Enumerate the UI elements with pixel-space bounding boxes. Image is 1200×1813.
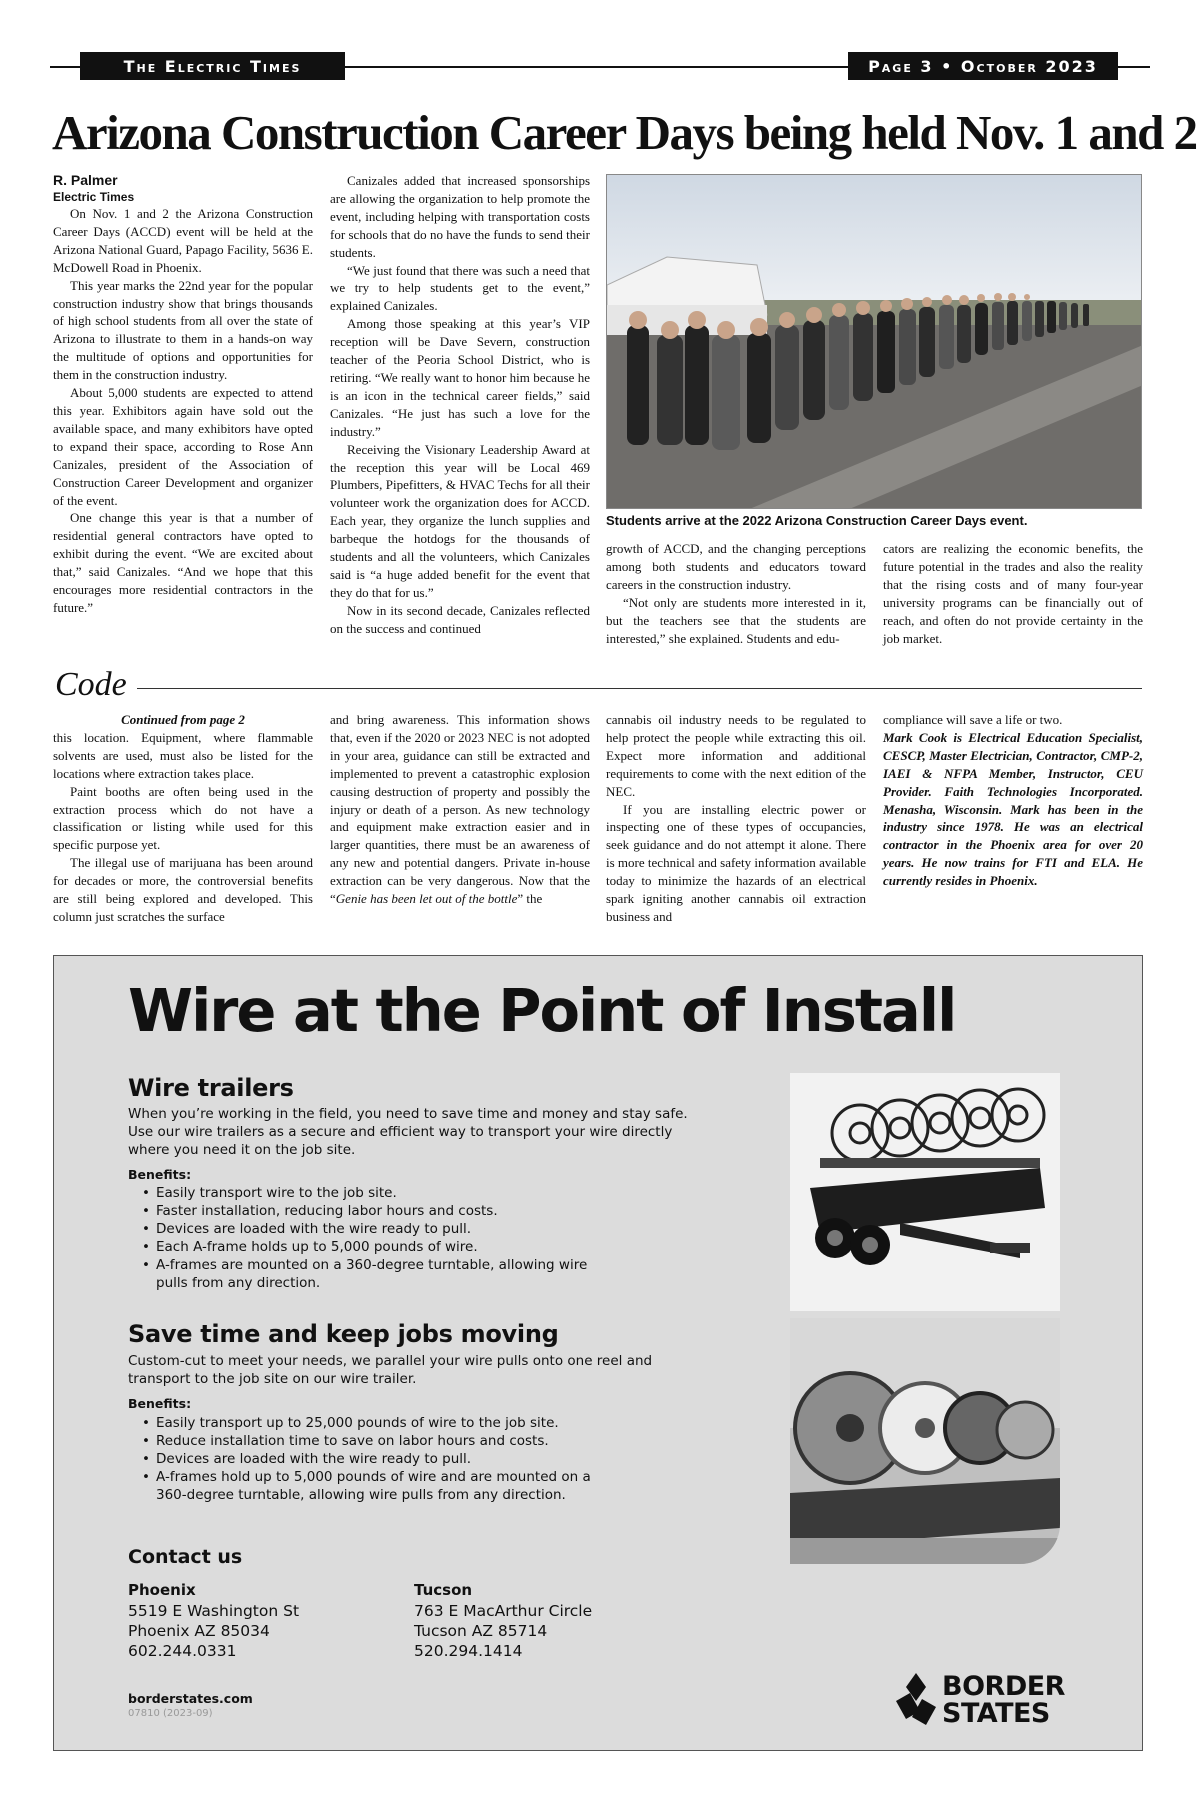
tucson-label: Tucson — [414, 1581, 473, 1599]
section-rule — [55, 688, 1142, 689]
paragraph: “We just found that there was such a need that we try to help students get to the event,” explained Canizales. — [330, 262, 590, 314]
paragraph-text: ” the — [517, 891, 543, 907]
paragraph — [330, 711, 590, 908]
paragraph: The illegal use of marijuana has been around for decades or more, the controversial benefits are still being explored and developed. This column just scratches the surface — [53, 855, 313, 924]
phone: 520.294.1414 — [414, 1642, 523, 1660]
list-item: • Easily transport wire to the job site. — [142, 1184, 612, 1202]
paragraph: growth of ACCD, and the changing perceptions among both students and educators toward careers in the construction industry. — [606, 541, 866, 592]
list-item: • A-frames are mounted on a 360-degree turntable, allowing wire pulls from any direction. — [142, 1256, 612, 1292]
wire-trailer-image — [790, 1073, 1060, 1311]
code-column-4 — [883, 711, 1143, 890]
paragraph: Canizales added that increased sponsorships are allowing the organization to help promote the event, including helping with transportation costs for schools that do no have the funds to send their students. — [330, 173, 590, 260]
paragraph-text: and bring awareness. This information shows that, even if the 2020 or 2023 NEC is not adopted in your area, guidance can still be extracted and implemented to prevent a catastrophic explosion causing destruction of property and possibly the injury or death of a person. As new technology and equipment make extraction easier and in larger quantities, there must be an awareness of any new and potential dangers. Private in-house extraction can be very dangerous. Now that the “ — [330, 712, 590, 907]
paragraph: cannabis oil industry needs to be regulated to help protect the people while extracting this oil. Expect more information and additional requirements to come with the next edition of the NEC. — [606, 712, 866, 799]
tucson-address — [414, 1601, 592, 1661]
phoenix-address — [128, 1601, 299, 1661]
page-info: Page 3 • October 2023 — [848, 52, 1118, 80]
benefits-list — [142, 1414, 612, 1504]
paragraph: Among those speaking at this year’s VIP reception will be Dave Severn, construction teacher of the Peoria School District, who is retiring. “We really want to honor him because he is an icon in the technical career fields,” said Canizales. “He just has such a love for the industry.” — [330, 316, 590, 439]
benefits-label: Benefits: — [128, 1167, 192, 1182]
event-photo — [606, 174, 1142, 509]
code-column-1 — [53, 711, 313, 926]
continued-note: Continued from page 2 — [121, 712, 245, 727]
paragraph: Receiving the Visionary Leadership Award at the reception this year will be Local 469 Plumbers, Pipefitters, & HVAC Techs for all their volunteer work the organization does for ACCD. Each year, they organize the lunch supplies and barbeque the hotdogs for the thousands of students and all the volunteers, which Canizales said is “a huge added benefit for the event that they do that for us.” — [330, 441, 590, 600]
contact-heading: Contact us — [128, 1546, 243, 1568]
list-item: • Each A-frame holds up to 5,000 pounds of wire. — [142, 1238, 612, 1256]
section-title: Code — [55, 666, 137, 704]
article-headline: Arizona Construction Career Days being held Nov. 1 and 2 — [52, 105, 1197, 160]
paragraph: One change this year is that a number of residential general contractors have opted to exhibit during the event. “We are excited about that,” said Canizales. “And we hope that this encourages more residential contractors in the future.” — [53, 510, 313, 615]
logo-mark-icon — [892, 1671, 940, 1729]
wire-reels-illustration — [790, 1318, 1060, 1564]
section-heading: Wire trailers — [128, 1074, 294, 1102]
list-item: • Devices are loaded with the wire ready to pull. — [142, 1220, 612, 1238]
street: 763 E MacArthur Circle — [414, 1602, 593, 1620]
quote: Genie has been let out of the bottle — [335, 891, 518, 907]
paragraph: compliance will save a life or two. — [883, 712, 1063, 727]
author-name: R. Palmer — [53, 172, 118, 188]
phoenix-label: Phoenix — [128, 1581, 196, 1599]
list-item: • A-frames hold up to 5,000 pounds of wire and are mounted on a 360-degree turntable, allowing wire pulls from any direction. — [142, 1468, 612, 1504]
ad-title: Wire at the Point of Install — [128, 976, 956, 1045]
city-state: Phoenix AZ 85034 — [128, 1622, 270, 1640]
logo-line: BORDER — [942, 1671, 1065, 1702]
street: 5519 E Washington St — [128, 1602, 300, 1620]
article-column-3 — [606, 540, 866, 647]
paragraph: About 5,000 students are expected to attend this year. Exhibitors again have sold out the available space, and many exhibitors have opted to expand their space, according to Rose Ann Canizales, president of the Association of Construction Career Development and organizer of the event. — [53, 385, 313, 508]
paragraph: On Nov. 1 and 2 the Arizona Construction Career Days (ACCD) event will be held at the Arizona National Guard, Papago Facility, 5636 E. McDowell Road in Phoenix. — [53, 206, 313, 275]
paragraph: Now in its second decade, Canizales reflected on the success and continued — [330, 602, 590, 636]
article-column-1 — [53, 171, 313, 617]
ad-code: 07810 (2023-09) — [128, 1708, 213, 1719]
wire-trailer-illustration — [790, 1073, 1060, 1311]
logo-line: STATES — [942, 1698, 1050, 1729]
list-item: • Devices are loaded with the wire ready to pull. — [142, 1450, 612, 1468]
border-states-advertisement — [53, 955, 1143, 1751]
paragraph: cators are realizing the economic benefits, the future potential in the trades and also the reality that the rising costs and of many four-year university programs can be financially out of reach, and often do not provide certainty in the job market. — [883, 541, 1143, 646]
benefits-list — [142, 1184, 612, 1292]
students-line-illustration — [607, 175, 1142, 509]
section-heading: Save time and keep jobs moving — [128, 1320, 559, 1348]
code-column-3 — [606, 711, 866, 926]
list-item: • Faster installation, reducing labor hours and costs. — [142, 1202, 612, 1220]
paragraph: this location. Equipment, where flammable solvents are used, must also be listed for the locations where extraction takes place. — [53, 729, 313, 781]
author-org: Electric Times — [53, 190, 135, 204]
website-link[interactable]: borderstates.com — [128, 1691, 253, 1706]
section-body: When you’re working in the field, you need to save time and money and stay safe. Use our wire trailers as a secure and efficient way to transport your wire directly where you need it on the job site. — [128, 1106, 688, 1158]
border-states-logo — [892, 1671, 1102, 1731]
article-column-2 — [330, 172, 590, 638]
paragraph: If you are installing electric power or inspecting one of these types of occupancies, seek guidance and do not attempt it alone. There is more technical and safety information available today to minimize the hazards of an electrical spark igniting another cannabis oil extraction business and — [606, 801, 866, 924]
article-column-4 — [883, 540, 1143, 647]
author-bio: Mark Cook is Electrical Education Specialist, CESCP, Master Electrician, Contractor, CMP-2, IAEI & NFPA Member, Instructor, CEU Provider. Faith Technologies Incorporated. Menasha, Wisconsin. Mark has been in the industry since 1978. He was an electrical contractor in the Phoenix area for over 20 years. He now trains for FTI and ELA. He currently resides in Phoenix. — [883, 729, 1143, 889]
paragraph: This year marks the 22nd year for the popular construction industry show that brings thousands of high school students from all over the state of Arizona to illustrate to them in a hands-on way the multitude of options and opportunities for them in the construction industry. — [53, 277, 313, 383]
wire-reels-image — [790, 1318, 1060, 1564]
city-state: Tucson AZ 85714 — [414, 1622, 548, 1640]
photo-caption: Students arrive at the 2022 Arizona Construction Career Days event. — [606, 513, 1028, 528]
benefits-label: Benefits: — [128, 1396, 192, 1411]
logo-text — [942, 1673, 1065, 1727]
section-body: Custom-cut to meet your needs, we parallel your wire pulls onto one reel and transport to the job site on our wire trailer. — [128, 1353, 653, 1387]
list-item: • Easily transport up to 25,000 pounds of wire to the job site. — [142, 1414, 612, 1432]
list-item: • Reduce installation time to save on labor hours and costs. — [142, 1432, 612, 1450]
paper-name: The Electric Times — [80, 52, 345, 80]
paragraph: “Not only are students more interested in it, but the teachers see that the students are interested,” she explained. Students and edu- — [606, 594, 866, 646]
phone: 602.244.0331 — [128, 1642, 237, 1660]
paragraph: Paint booths are often being used in the extraction process which do not have a classification or listing while used for this specific purpose yet. — [53, 783, 313, 853]
code-column-2 — [330, 711, 590, 908]
